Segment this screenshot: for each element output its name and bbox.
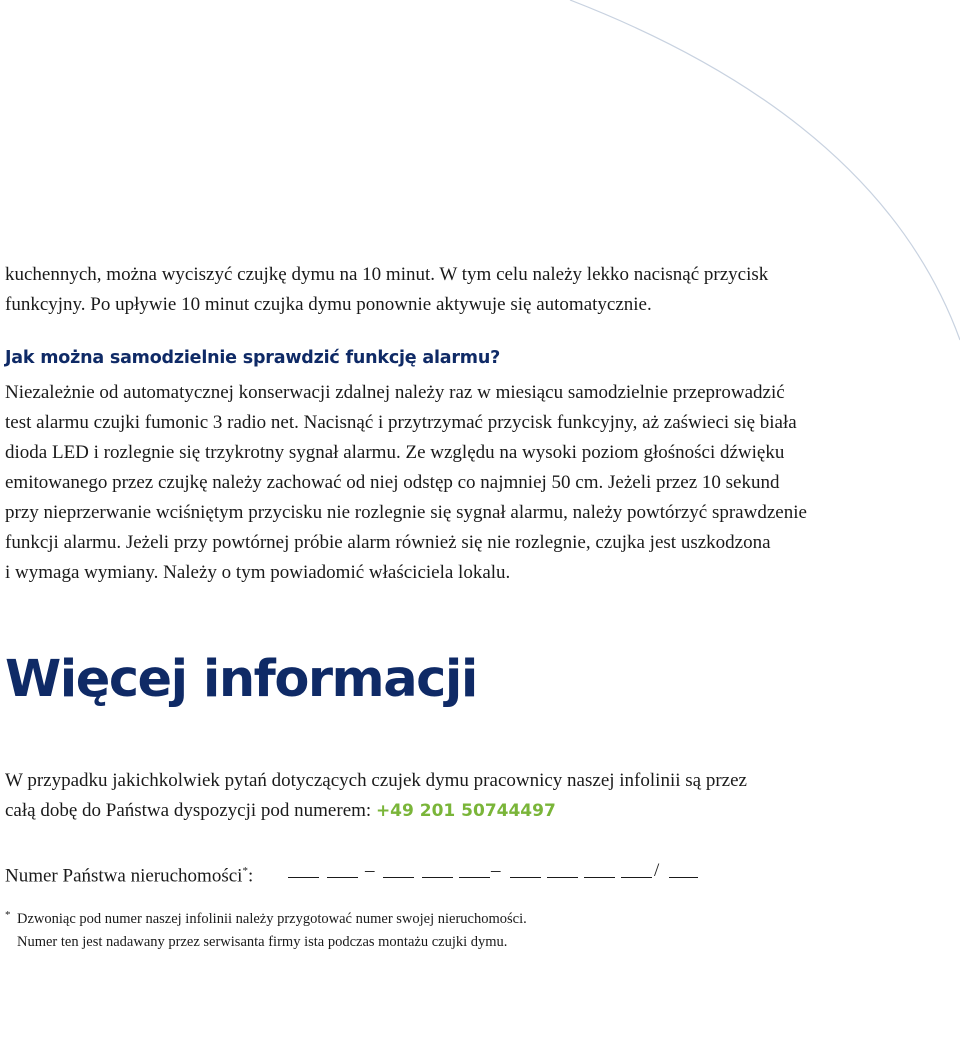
digit-blank: [422, 877, 453, 878]
test-line: przy nieprzerwanie wciśniętym przycisku nie rozlegnie się sygnał alarmu, należy powtórzyć sprawdzenie: [5, 502, 807, 523]
digit-blank: [584, 877, 615, 878]
digit-blank: [547, 877, 578, 878]
digit-blank: [510, 877, 541, 878]
intro-line: funkcyjny. Po upływie 10 minut czujka dymu ponownie aktywuje się automatycznie.: [5, 294, 652, 315]
intro-line: kuchennych, można wyciszyć czujkę dymu na 10 minut. W tym celu należy lekko nacisnąć przycisk: [5, 264, 769, 285]
digit-blank: [459, 877, 490, 878]
separator-dash: –: [365, 860, 375, 881]
test-line: dioda LED i rozlegnie się trzykrotny sygnał alarmu. Ze względu na wysoki poziom głośności dźwięku: [5, 442, 785, 463]
separator-dash: –: [491, 860, 501, 881]
footnote-line: Numer ten jest nadawany przez serwisanta firmy ista podczas montażu czujki dymu.: [17, 934, 508, 950]
test-section-heading: Jak można samodzielnie sprawdzić funkcję alarmu?: [5, 348, 501, 368]
test-line: funkcji alarmu. Jeżeli przy powtórnej próbie alarm również się nie rozlegnie, czujka jest uszkodzona: [5, 532, 771, 553]
digit-blank: [669, 877, 698, 878]
more-info-line2-text: całą dobę do Państwa dyspozycji pod numerem:: [5, 800, 376, 821]
digit-blank: [621, 877, 652, 878]
property-number-colon: :: [247, 865, 254, 887]
property-number-row: [5, 856, 660, 891]
footnote-marker: *: [5, 909, 11, 921]
property-number-asterisk: *: [242, 865, 248, 877]
more-info-line: W przypadku jakichkolwiek pytań dotyczących czujek dymu pracownicy naszej infolinii są przez: [5, 770, 747, 791]
separator-slash: /: [654, 860, 660, 881]
property-number-blanks: [288, 856, 708, 886]
digit-blank: [327, 877, 358, 878]
intro-paragraph: [5, 260, 768, 320]
test-line: i wymaga wymiany. Należy o tym powiadomić właściciela lokalu.: [5, 562, 511, 583]
more-info-heading: Więcej informacji: [5, 650, 477, 709]
footnote-line: Dzwoniąc pod numer naszej infolinii należy przygotować numer swojej nieruchomości.: [17, 911, 527, 927]
test-line: emitowanego przez czujkę należy zachować od niej odstęp co najmniej 50 cm. Jeżeli przez 10 sekund: [5, 472, 780, 493]
digit-blank: [383, 877, 414, 878]
digit-blank: [288, 877, 319, 878]
more-info-paragraph: [5, 766, 747, 826]
test-line: test alarmu czujki fumonic 3 radio net. Nacisnąć i przytrzymać przycisk funkcyjny, aż zaświeci się biała: [5, 412, 797, 433]
test-section-paragraph: [5, 378, 807, 588]
footnote: [5, 908, 527, 954]
property-number-label: Numer Państwa nieruchomości: [5, 865, 243, 887]
test-line: Niezależnie od automatycznej konserwacji zdalnej należy raz w miesiącu samodzielnie przeprowadzić: [5, 382, 785, 403]
more-info-line: [5, 796, 747, 826]
hotline-phone-number: +49 201 50744497: [375, 801, 556, 821]
